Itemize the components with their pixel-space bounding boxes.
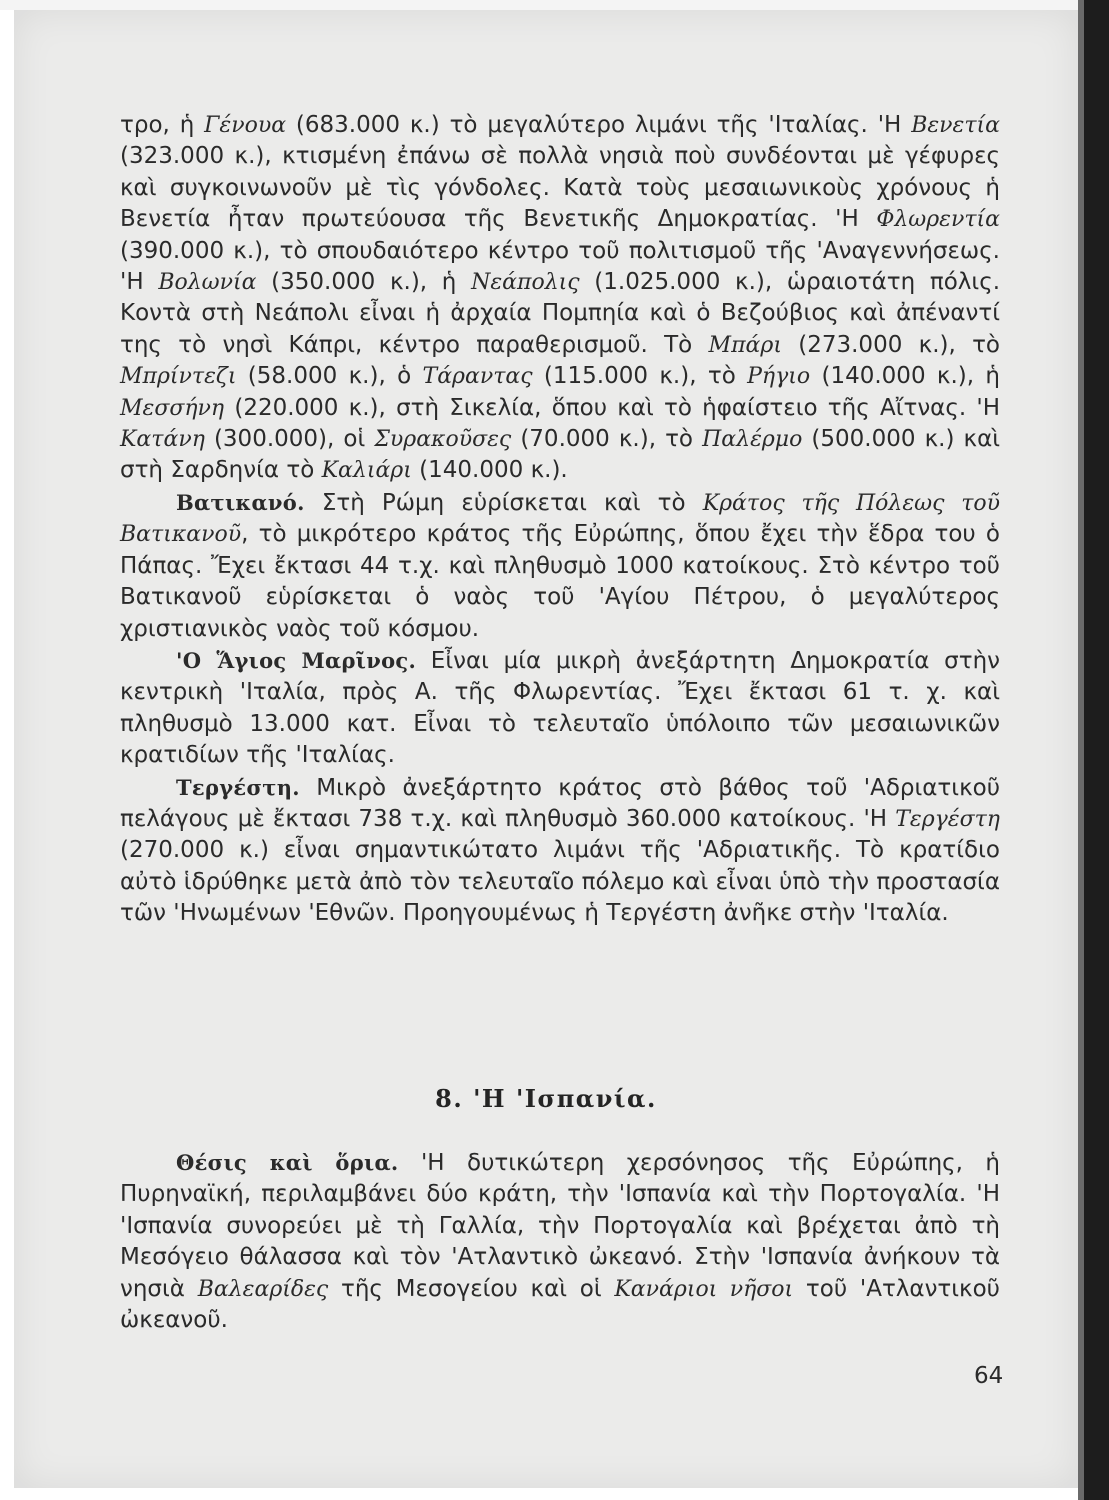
text-run: τρο, ἡ <box>120 112 205 138</box>
text-run: Εἶναι μία μικρὴ ἀνεξάρτητη Δημοκρατία στὴν κεντρικὴ 'Ιταλία, πρὸς Α. τῆς Φλωρεντίας. Ἔχει ἔκτασι 61 τ. χ. καὶ πληθυσμὸ 13.000 κατ. Εἶναι τὸ τελευταῖο ὑπόλοιπο τῶν μεσαιωνικῶν κρατιδίων τῆς 'Ιταλίας. <box>120 647 1000 769</box>
italic-term: Κράτος τῆς Πόλεως τοῦ Βατικανοῦ <box>120 490 1000 548</box>
text-run: (323.000 κ.), κτισμένη ἐπάνω σὲ πολλὰ νησιὰ ποὺ συνδέονται μὲ γέφυρες καὶ συγκοινωνοῦν μὲ τὶς γόνδολες. Κατὰ τοὺς μεσαιωνικοὺς χρόνους ἡ Βενετία ἦταν πρωτεύουσα τῆς Βενετικῆς Δημοκρατίας. 'Η <box>120 143 1000 233</box>
italic-term: Βαλεαρίδες <box>197 1276 329 1302</box>
text-run: (500.000 κ.) καὶ στὴ Σαρδηνία τὸ <box>120 426 1001 484</box>
italic-term: Παλέρμο <box>702 427 803 453</box>
text-run: τῆς Μεσογείου καὶ οἱ <box>328 1275 615 1302</box>
page-body <box>120 110 1000 930</box>
text-run: (115.000 κ.), τὸ <box>532 363 748 390</box>
scan-dark-edge <box>1078 0 1109 1500</box>
text-run: (220.000 κ.), στὴ Σικελία, ὅπου καὶ τὸ ἡφαίστειο τῆς Αἴτνας. 'Η <box>224 394 1000 421</box>
section-heading: 8. 'Η 'Ισπανία. <box>435 1084 657 1113</box>
italic-term: Καλιάρι <box>321 458 412 484</box>
text-run: Στὴ Ρώμη εὑρίσκεται καὶ τὸ <box>304 489 703 516</box>
text-run: (270.000 κ.) εἶναι σημαντικώτατο λιμάνι τῆς 'Αδριατικῆς. Τὸ κρατίδιο αὐτὸ ἱδρύθηκε μετὰ ἀπὸ τὸν τελευταῖο πόλεμο καὶ εἶναι ὑπὸ τὴν προστασία τῶν 'Ηνωμένων 'Εθνῶν. Προηγουμένως ἡ Τεργέστη ἀνῆκε στὴν 'Ιταλία. <box>120 837 1000 927</box>
text-run: (1.025.000 κ.), ὡραιοτάτη πόλις. Κοντὰ στὴ Νεάπολι εἶναι ἡ ἀρχαία Πομπηία καὶ ὁ Βεζούβιος καὶ ἀπέναντί της τὸ νησὶ Κάπρι, κέντρο παραθερισμοῦ. Τὸ <box>120 269 1001 358</box>
italic-term: Ρήγιο <box>747 364 811 390</box>
subsection-title: Θέσις καὶ ὅρια. <box>176 1150 399 1175</box>
subsection-title: 'Ο Ἅγιος Μαρῖνος. <box>176 647 417 673</box>
text-run: 'Η δυτικώτερη χερσόνησος τῆς Εὐρώπης, ἡ Πυρηναϊκή, περιλαμβάνει δύο κράτη, τὴν 'Ισπανία καὶ τὴν Πορτογαλία. 'Η 'Ισπανία συνορεύει μὲ τὴ Γαλλία, τὴν Πορτογαλία καὶ βρέχεται ἀπὸ τὴ Μεσόγειο θάλασσα καὶ τὸν 'Ατλαντικὸ ὠκεανό. Στὴν 'Ισπανία ἀνήκουν τὰ νησιὰ <box>120 1150 1000 1302</box>
text-run: τοῦ 'Ατλαντικοῦ ὠκεανοῦ. <box>120 1275 1000 1334</box>
paragraph-vatican <box>120 487 1000 645</box>
italic-term: Κανάριοι νῆσοι <box>614 1276 794 1302</box>
page-number: 64 <box>974 1363 1004 1389</box>
text-run: (350.000 κ.), ἡ <box>256 269 472 296</box>
paragraph-italy-cities <box>120 110 1000 487</box>
italic-term: Τεργέστη <box>895 806 1000 832</box>
text-run: , τὸ μικρότερο κράτος τῆς Εὐρώπης, ὅπου ἔχει τὴν ἕδρα του ὁ Πάπας. Ἔχει ἔκτασι 44 τ.χ. καὶ πληθυσμὸ 1000 κατοίκους. Στὸ κέντρο τοῦ Βατικανοῦ εὑρίσκεται ὁ ναὸς τοῦ 'Αγίου Πέτρου, ὁ μεγαλύτερος χριστιανικὸς ναὸς τοῦ κόσμου. <box>120 521 1000 642</box>
section-body <box>120 1147 1000 1336</box>
italic-term: Κατάνη <box>120 427 205 453</box>
italic-term: Βολωνία <box>158 270 257 296</box>
text-run: Μικρὸ ἀνεξάρτητο κράτος στὸ βάθος τοῦ 'Αδριατικοῦ πελάγους μὲ ἔκτασι 738 τ.χ. καὶ πληθυσμὸ 360.000 κατοίκους. 'Η <box>120 774 1000 832</box>
italic-term: Μεσσήνη <box>120 395 225 421</box>
text-run: (140.000 κ.). <box>411 457 568 484</box>
scan-top-margin <box>0 0 1109 10</box>
italic-term: Μπρίντεζι <box>120 364 237 390</box>
italic-term: Βενετία <box>911 113 1000 138</box>
text-run: (300.000), οἱ <box>204 426 375 453</box>
italic-term: Φλωρεντία <box>876 207 1000 233</box>
book-page <box>14 10 1078 1488</box>
subsection-title: Βατικανό. <box>176 489 305 515</box>
subsection-title: Τεργέστη. <box>176 774 300 800</box>
text-run: (683.000 κ.) τὸ μεγαλύτερο λιμάνι τῆς 'Ιταλίας. 'Η <box>286 112 912 138</box>
italic-term: Γένουα <box>204 113 287 138</box>
text-run: (58.000 κ.), ὁ <box>236 363 423 390</box>
paragraph-trieste <box>120 772 1000 930</box>
italic-term: Συρακοῦσες <box>374 427 512 453</box>
text-run: (273.000 κ.), τὸ <box>781 331 1001 358</box>
text-run: (140.000 κ.), ἡ <box>810 363 1000 390</box>
text-run: (390.000 κ.), τὸ σπουδαιότερο κέντρο τοῦ πολιτισμοῦ τῆς 'Αναγεννήσεως. 'Η <box>120 237 1000 296</box>
paragraph-san-marino <box>120 645 1000 772</box>
text-run: (70.000 κ.), τὸ <box>511 426 703 453</box>
italic-term: Νεάπολις <box>471 270 580 296</box>
paragraph-spain-position <box>120 1147 1000 1336</box>
italic-term: Μπάρι <box>708 332 782 358</box>
italic-term: Τάραντας <box>422 364 533 390</box>
